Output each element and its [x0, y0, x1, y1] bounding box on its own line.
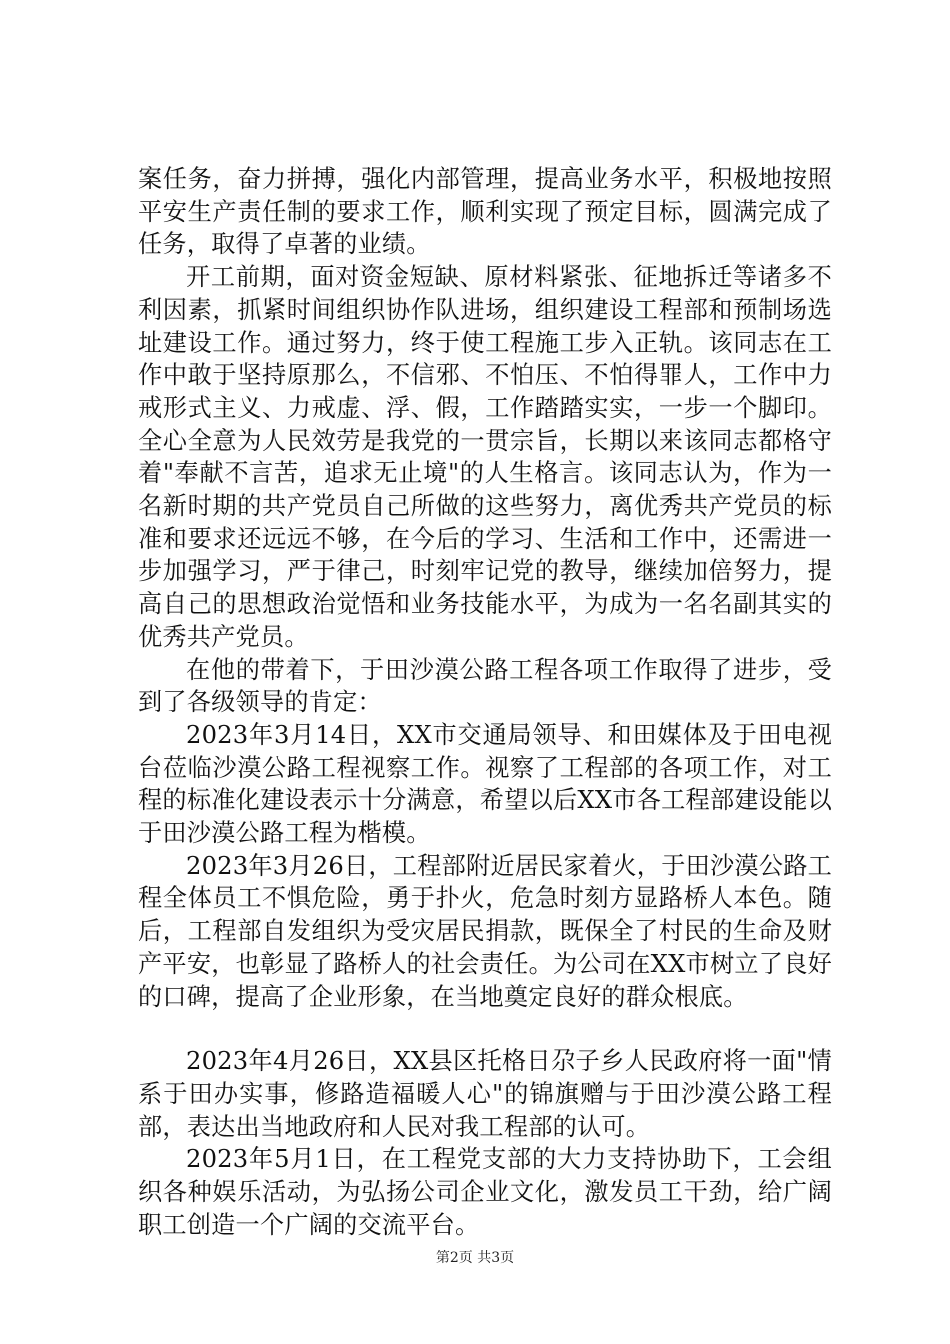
paragraph-early-construction: 开工前期，面对资金短缺、原材料紧张、征地拆迁等诸多不利因素，抓紧时间组织协作队进场，组织建设工程部和预制场选址建设工作。通过努力，终于使工程施工步入正轨。该同志在工作中敢于坚持原那么，不信邪、不怕压、不怕得罪人，工作中力戒形式主义、力戒虚、浮、假，工作踏踏实实，一步一个脚印。全心全意为人民效劳是我党的一贯宗旨，长期以来该同志都格守着"奉献不言苦，追求无止境"的人生格言。该同志认为，作为一名新时期的共产党员自己所做的这些努力，离优秀共产党员的标准和要求还远远不够，在今后的学习、生活和工作中，还需进一步加强学习，严于律己，时刻牢记党的教导，继续加倍努力，提高自己的思想政治觉悟和业务技能水平，为成为一名名副其实的优秀共产党员。 [138, 263, 832, 651]
page-footer: 第2页 共3页 [435, 1250, 515, 1266]
document-body [138, 163, 832, 1242]
paragraph-may-1: 2023年5月1日，在工程党支部的大力支持协助下，工会组织各种娱乐活动，为弘扬公司企业文化，激发员工干劲，给广阔职工创造一个广阔的交流平台。 [138, 1145, 832, 1239]
paragraph-leadership-achievements: 在他的带着下，于田沙漠公路工程各项工作取得了进步，受到了各级领导的肯定： [138, 655, 832, 717]
paragraph-april-26: 2023年4月26日，XX县区托格日尕子乡人民政府将一面"情系于田办实事，修路造福暖人心"的锦旗赠与于田沙漠公路工程部，表达出当地政府和人民对我工程部的认可。 [138, 1047, 832, 1141]
paragraph-march-14: 2023年3月14日，XX市交通局领导、和田媒体及于田电视台莅临沙漠公路工程视察工作。视察了工程部的各项工作，对工程的标准化建设表示十分满意，希望以后XX市各工程部建设能以于田沙漠公路工程为楷模。 [138, 720, 832, 848]
paragraph-continuation: 案任务，奋力拼搏，强化内部管理，提高业务水平，积极地按照平安生产责任制的要求工作，顺利实现了预定目标，圆满完成了任务，取得了卓著的业绩。 [138, 165, 832, 259]
paragraph-gap [138, 1013, 832, 1045]
paragraph-march-26: 2023年3月26日，工程部附近居民家着火，于田沙漠公路工程全体员工不惧危险，勇于扑火，危急时刻方显路桥人本色。随后，工程部自发组织为受灾居民捐款，既保全了村民的生命及财产平安，也彰显了路桥人的社会责任。为公司在XX市树立了良好的口碑，提高了企业形象，在当地奠定良好的群众根底。 [138, 851, 832, 1011]
